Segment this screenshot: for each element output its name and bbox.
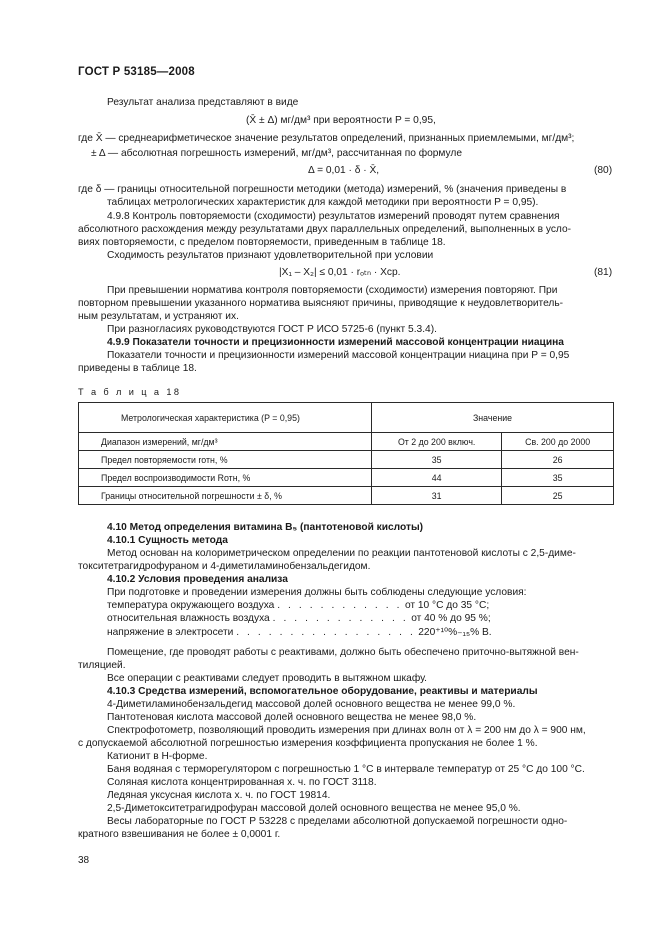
leader-dots: . . . . . . . . . . . . . xyxy=(272,613,409,624)
text-line: токситетрагидрофураном и 4-диметиламинобензальдегидом. xyxy=(78,561,371,572)
table-header-row xyxy=(79,403,614,433)
text-line: ± Δ — абсолютная погрешность измерений, мг/дм³, рассчитанная по формуле xyxy=(91,148,463,159)
equation-number: (80) xyxy=(594,165,613,176)
text-line: ным результатам, и устраняют их. xyxy=(78,311,239,322)
text-line: где δ — границы относительной погрешности методики (метода) измерений, % (значения приведены в xyxy=(78,184,567,195)
text-line: Результат анализа представляют в виде xyxy=(107,97,299,108)
table-cell: Предел воспроизводимости Rотн, % xyxy=(79,469,372,487)
text-line: где X̄ — среднеарифметическое значение результатов определений, признанных приемлемыми, мг/дм³; xyxy=(78,133,575,144)
table-row xyxy=(79,451,614,469)
section-heading: 4.10.3 Средства измерений, вспомогательное оборудование, реактивы и материалы xyxy=(107,686,538,697)
section-heading: 4.9.9 Показатели точности и прецизионности измерений массовой концентрации ниацина xyxy=(107,337,564,348)
text-line: таблицах метрологических характеристик для каждой методики при вероятности P = 0,95). xyxy=(107,197,539,208)
table-cell: Св. 200 до 2000 xyxy=(502,433,614,451)
table-cell: 31 xyxy=(372,487,502,505)
doc-header: ГОСТ Р 53185—2008 xyxy=(78,66,195,78)
condition-value: 220⁺¹⁰%₋₁₅% В. xyxy=(418,627,492,638)
text-line: Спектрофотометр, позволяющий проводить измерения при длинах волн от λ = 200 нм до λ = 900 нм, xyxy=(107,725,586,736)
table-18 xyxy=(78,402,614,505)
text-line: приведены в таблице 18. xyxy=(78,363,197,374)
table-cell: 25 xyxy=(502,487,614,505)
text-line: При превышении норматива контроля повторяемости (сходимости) измерения повторяют. При xyxy=(107,285,558,296)
table-cell: От 2 до 200 включ. xyxy=(372,433,502,451)
table-cell: 26 xyxy=(502,451,614,469)
formula-80: Δ = 0,01 · δ · X̄, xyxy=(308,165,380,176)
section-heading: 4.10.2 Условия проведения анализа xyxy=(107,574,288,585)
condition-voltage xyxy=(107,626,492,639)
table-cell: Диапазон измерений, мг/дм³ xyxy=(79,433,372,451)
text-line: тиляцией. xyxy=(78,660,126,671)
table-cell: Границы относительной погрешности ± δ, % xyxy=(79,487,372,505)
text-line: Баня водяная с терморегулятором с погрешностью 1 °С в интервале температур от 25 °С до 100 °С. xyxy=(107,764,585,775)
text-line: При разногласиях руководствуются ГОСТ Р ИСО 5725-6 (пункт 5.3.4). xyxy=(107,324,437,335)
text-line: Ледяная уксусная кислота х. ч. по ГОСТ 19814. xyxy=(107,790,331,801)
text-line: абсолютного расхождения между результатами двух параллельных определений, выполненных в усло- xyxy=(78,224,572,235)
condition-value: от 10 °С до 35 °С; xyxy=(404,600,490,611)
table-header-cell: Значение xyxy=(372,403,614,433)
condition-label: напряжение в электросети xyxy=(107,627,234,638)
formula-line: (X̄ ± Δ) мг/дм³ при вероятности P = 0,95, xyxy=(246,115,436,126)
formula-81: |X₁ – X₂| ≤ 0,01 · rₒₜₙ · Xср. xyxy=(279,267,401,278)
section-heading: 4.10.1 Сущность метода xyxy=(107,535,228,546)
equation-number: (81) xyxy=(594,267,613,278)
condition-humidity xyxy=(107,612,491,625)
text-line: При подготовке и проведении измерения должны быть соблюдены следующие условия: xyxy=(107,587,527,598)
text-line: Соляная кислота концентрированная х. ч. по ГОСТ 3118. xyxy=(107,777,377,788)
text-line: Все операции с реактивами следует проводить в вытяжном шкафу. xyxy=(107,673,427,684)
table-cell: Предел повторяемости rотн, % xyxy=(79,451,372,469)
text-line: Катионит в Н-форме. xyxy=(107,751,208,762)
table-row xyxy=(79,433,614,451)
leader-dots: . . . . . . . . . . . . . . . . . xyxy=(236,627,416,638)
text-line: Весы лабораторные по ГОСТ Р 53228 с пределами абсолютной допускаемой погрешности одно- xyxy=(107,816,568,827)
table-row xyxy=(79,487,614,505)
leader-dots: . . . . . . . . . . . . xyxy=(277,600,403,611)
text-line: Сходимость результатов признают удовлетворительной при условии xyxy=(107,250,434,261)
condition-value: от 40 % до 95 %; xyxy=(411,613,491,624)
text-line: Метод основан на колориметрическом определении по реакции пантотеновой кислоты с 2,5-диме- xyxy=(107,548,576,559)
table-cell: 35 xyxy=(372,451,502,469)
text-line: кратного взвешивания не более ± 0,0001 г. xyxy=(78,829,281,840)
table-header-cell: Метрологическая характеристика (P = 0,95) xyxy=(79,403,372,433)
condition-label: относительная влажность воздуха xyxy=(107,613,270,624)
section-heading: 4.10 Метод определения витамина B₅ (пантотеновой кислоты) xyxy=(107,522,424,533)
condition-label: температура окружающего воздуха xyxy=(107,600,275,611)
text-line: повторном превышении указанного норматива выясняют причины, приводящие к неудовлетворитель- xyxy=(78,298,564,309)
text-line: виях повторяемости, с пределом повторяемости, приведенным в таблице 18. xyxy=(78,237,446,248)
table-row xyxy=(79,469,614,487)
text-line: 4.9.8 Контроль повторяемости (сходимости) результатов измерений проводят путем сравнения xyxy=(107,211,560,222)
table-cell: 35 xyxy=(502,469,614,487)
table-cell: 44 xyxy=(372,469,502,487)
text-line: Пантотеновая кислота массовой долей основного вещества не менее 98,0 %. xyxy=(107,712,477,723)
text-line: с допускаемой абсолютной погрешностью измерения коэффициента пропускания не более 1 %. xyxy=(78,738,538,749)
text-line: Показатели точности и прецизионности измерений массовой концентрации ниацина при P = 0,95 xyxy=(107,350,570,361)
text-line: Помещение, где проводят работы с реактивами, должно быть обеспечено приточно-вытяжной вен- xyxy=(107,647,579,658)
table-caption: Т а б л и ц а 18 xyxy=(78,387,182,397)
text-line: 4-Диметиламинобензальдегид массовой долей основного вещества не менее 99,0 %. xyxy=(107,699,516,710)
text-line: 2,5-Диметокситетрагидрофуран массовой долей основного вещества не менее 95,0 %. xyxy=(107,803,521,814)
page-number: 38 xyxy=(78,855,90,866)
condition-temperature xyxy=(107,599,489,612)
